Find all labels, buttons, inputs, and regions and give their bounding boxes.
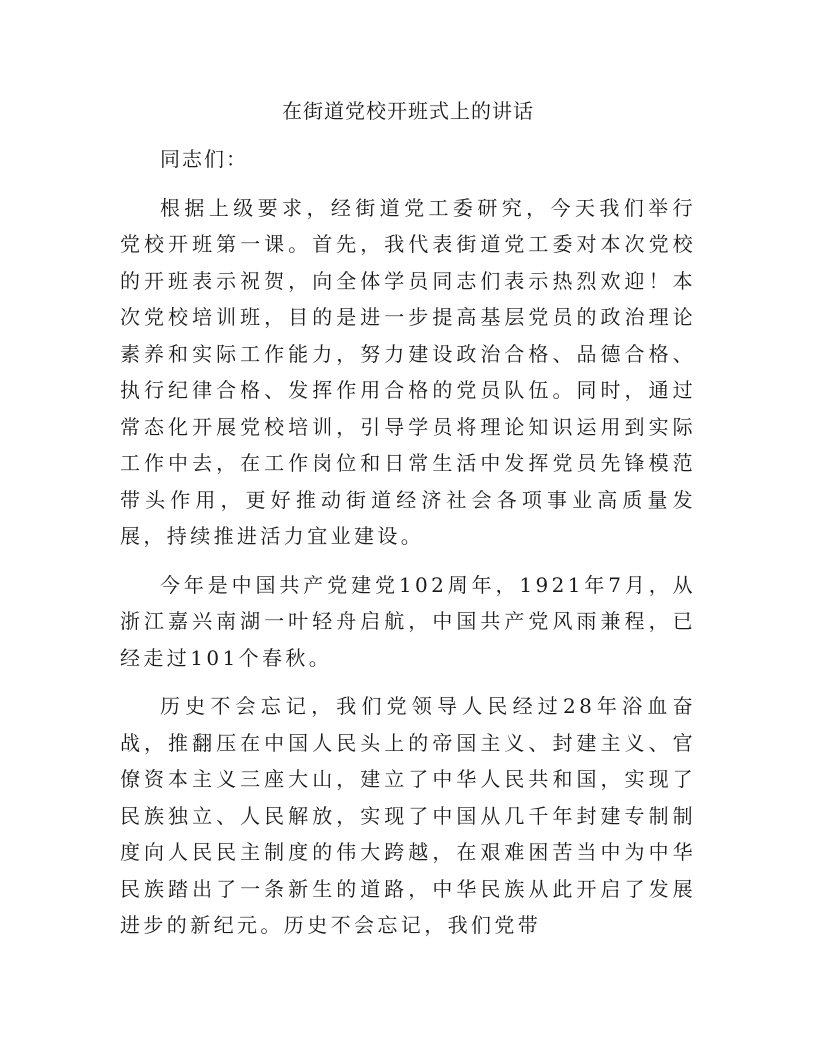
body-paragraph: 今年是中国共产党建党102周年，1921年7月，从浙江嘉兴南湖一叶轻舟启航，中国共产党风雨兼程，已经走过101个春秋。	[120, 572, 696, 670]
document-body	[120, 141, 696, 956]
salutation-paragraph: 同志们：	[160, 147, 248, 171]
body-paragraph: 历史不会忘记，我们党领导人民经过28年浴血奋战，推翻压在中国人民头上的帝国主义、封建主义、官僚资本主义三座大山，建立了中华人民共和国，实现了民族独立、人民解放，实现了中国从几千年封建专制制度向人民民主制度的伟大跨越，在艰难困苦当中为中华民族踏出了一条新生的道路，中华民族从此开启了发展进步的新纪元。历史不会忘记，我们党带	[120, 694, 696, 937]
document-title: 在街道党校开班式上的讲话	[282, 99, 534, 123]
body-paragraph: 根据上级要求，经街道党工委研究，今天我们举行党校开班第一课。首先，我代表街道党工委对本次党校的开班表示祝贺，向全体学员同志们表示热烈欢迎！本次党校培训班，目的是进一步提高基层党员的政治理论素养和实际工作能力，努力建设政治合格、品德合格、执行纪律合格、发挥作用合格的党员队伍。同时，通过常态化开展党校培训，引导学员将理论知识运用到实际工作中去，在工作岗位和日常生活中发挥党员先锋模范带头作用，更好推动街道经济社会各项事业高质量发展，持续推进活力宜业建设。	[120, 195, 696, 548]
